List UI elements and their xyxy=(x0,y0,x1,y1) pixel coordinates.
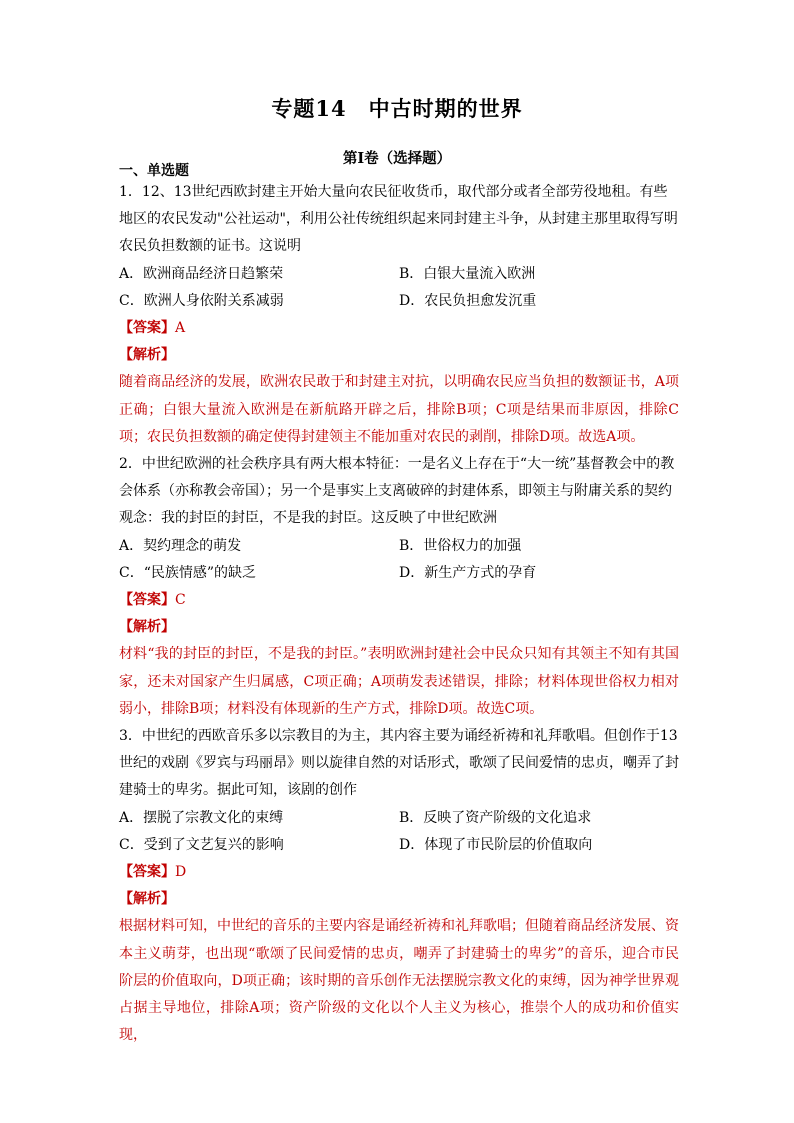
option-a: A．欧洲商品经济日趋繁荣 xyxy=(119,265,284,282)
question-2 xyxy=(119,451,679,723)
explanation-text: 随着商品经济的发展，欧洲农民敢于和封建主对抗，以明确农民应当负担的数额证书，A项正确；白银大量流入欧洲是在新航路开辟之后，排除B项；C项是结果而非原因，排除C项；农民负担数额的确定使得封建领主不能加重对农民的剥削，排除D项。故选A项。 xyxy=(119,374,679,445)
option-d: D．新生产方式的孕育 xyxy=(399,564,537,581)
page-title: 专题14 中古时期的世界 xyxy=(271,96,523,121)
option-b: B．世俗权力的加强 xyxy=(399,537,522,554)
answer-value: D xyxy=(175,864,187,881)
answer-tag: 【答案】 xyxy=(119,592,175,609)
explanation-text: 材料“我的封臣的封臣，不是我的封臣。”表明欧洲封建社会中民众只知有其领主不知有其国家，还未对国家产生归属感，C项正确；A项萌发表述错误，排除；材料体现世俗权力相对弱小，排除B项；材料没有体现新的生产方式，排除D项。故选C项。 xyxy=(119,646,679,717)
option-a: A．摆脱了宗教文化的束缚 xyxy=(119,809,284,826)
option-c: C．“民族情感”的缺乏 xyxy=(119,564,257,581)
question-stem: 1．12、13世纪西欧封建主开始大量向农民征收货币，取代部分或者全部劳役地租。有些地区的农民发动"公社运动"，利用公社传统组织起来同封建主斗争，从封建主那里取得写明农民负担数额的证书。这说明 xyxy=(119,184,678,255)
volume-subtitle: 第I卷（选择题） xyxy=(342,150,452,167)
answer-value: A xyxy=(175,320,186,337)
option-list xyxy=(119,533,679,587)
option-d: D．体现了市民阶层的价值取向 xyxy=(399,836,593,853)
answer-tag: 【答案】 xyxy=(119,864,175,881)
section-heading: 一、单选题 xyxy=(119,163,189,179)
answer-line xyxy=(119,315,679,342)
answer-tag: 【答案】 xyxy=(119,320,175,337)
analysis-tag: 【解析】 xyxy=(119,891,175,908)
question-content xyxy=(119,163,679,1050)
question-stem: 2．中世纪欧洲的社会秩序具有两大根本特征：一是名义上存在于“大一统”基督教会中的教会体系（亦称教会帝国）；另一个是事实上支离破碎的封建体系，即领主与附庸关系的契约观念：我的封臣的封臣，不是我的封臣。这反映了中世纪欧洲 xyxy=(119,456,675,527)
answer-line xyxy=(119,859,679,886)
question-stem: 3．中世纪的西欧音乐多以宗教目的为主，其内容主要为诵经祈祷和礼拜歌唱。但创作于13世纪的戏剧《罗宾与玛丽昂》则以旋律自然的对话形式，歌颂了民间爱情的忠贞，嘲弄了封建骑士的卑劣。据此可知，该剧的创作 xyxy=(119,728,679,799)
question-1 xyxy=(119,179,679,451)
option-c: C．受到了文艺复兴的影响 xyxy=(119,836,284,853)
analysis-tag: 【解析】 xyxy=(119,347,175,364)
option-a: A．契约理念的萌发 xyxy=(119,537,242,554)
answer-line xyxy=(119,587,679,614)
option-c: C．欧洲人身依附关系减弱 xyxy=(119,292,284,309)
option-b: B．白银大量流入欧洲 xyxy=(399,265,536,282)
option-b: B．反映了资产阶级的文化追求 xyxy=(399,809,592,826)
option-d: D．农民负担愈发沉重 xyxy=(399,292,537,309)
answer-value: C xyxy=(175,592,186,609)
explanation-text: 根据材料可知，中世纪的音乐的主要内容是诵经祈祷和礼拜歌唱；但随着商品经济发展、资本主义萌芽，也出现“歌颂了民间爱情的忠贞，嘲弄了封建骑士的卑劣”的音乐，迎合市民阶层的价值取向，D项正确；该时期的音乐创作无法摆脱宗教文化的束缚，因为神学世界观占据主导地位，排除A项；资产阶级的文化以个人主义为核心，推崇个人的成功和价值实现， xyxy=(119,918,679,1044)
option-list xyxy=(119,805,679,859)
question-3 xyxy=(119,723,679,1049)
analysis-tag: 【解析】 xyxy=(119,619,175,636)
option-list xyxy=(119,261,679,315)
